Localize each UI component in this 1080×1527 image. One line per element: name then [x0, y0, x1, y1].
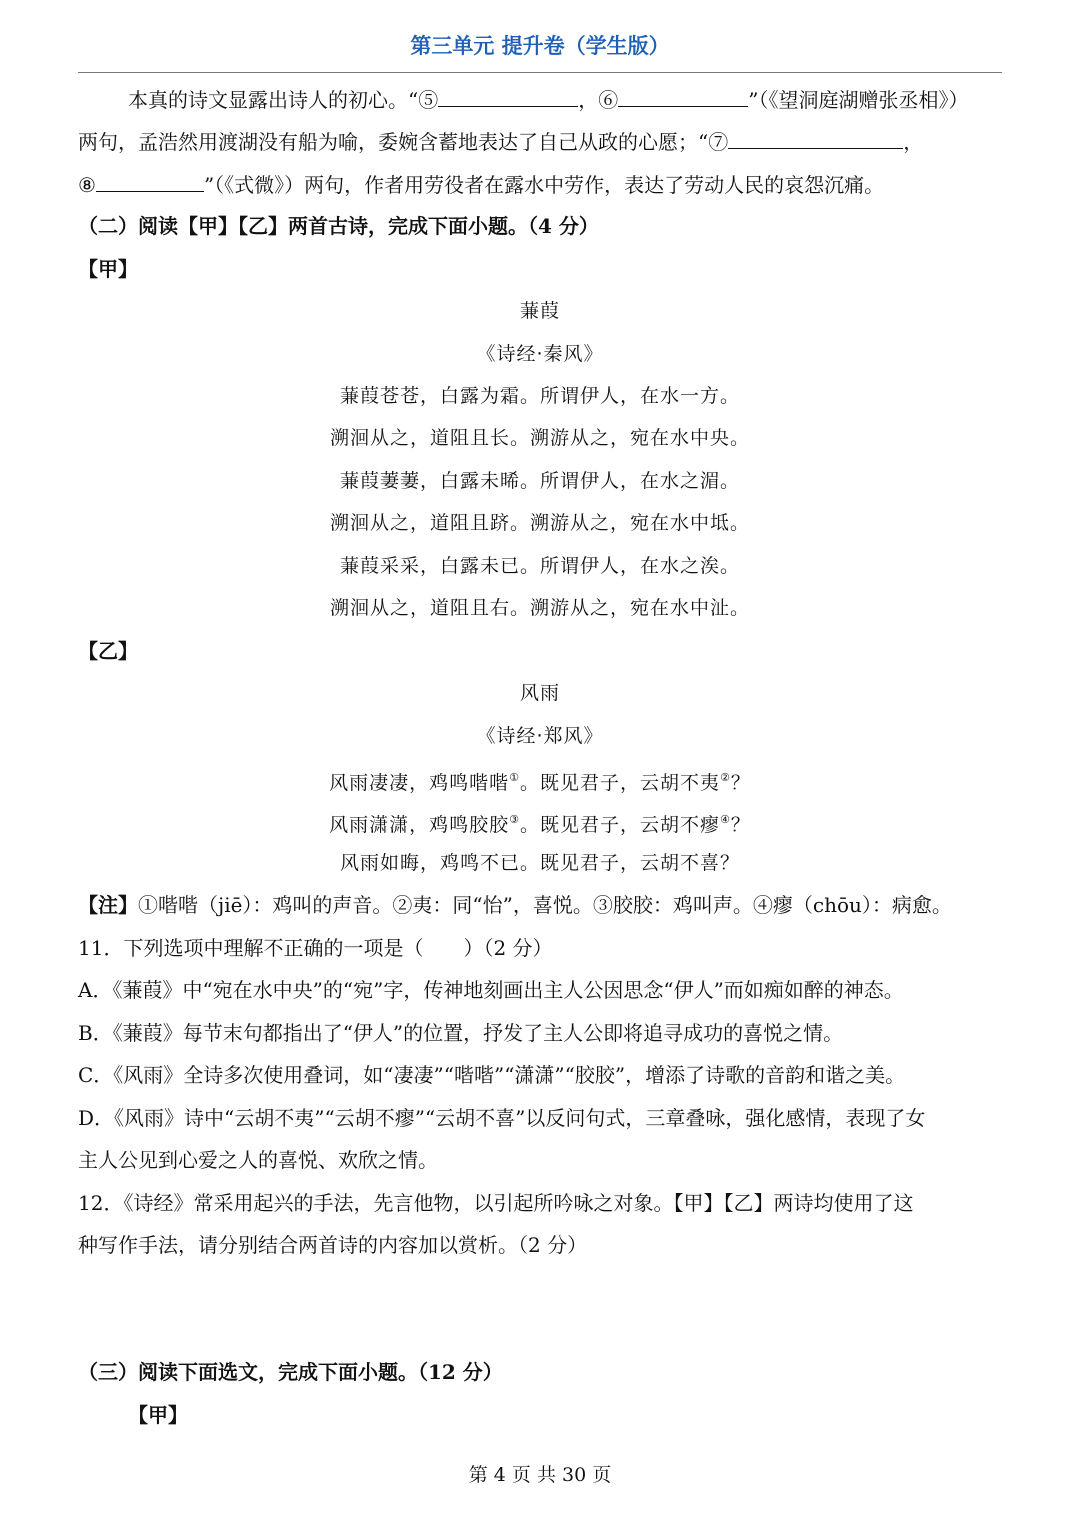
answer-blank-5[interactable]	[438, 86, 578, 107]
poem-text: 风雨潇潇，鸡鸣胶胶	[329, 814, 510, 836]
question-12-line: 种写作手法，请分别结合两首诗的内容加以赏析。（2 分）	[78, 1233, 588, 1257]
fill-text: ，	[903, 130, 924, 154]
question-11-option-d-cont[interactable]: 主人公见到心爱之人的喜悦、欢欣之情。	[78, 1148, 438, 1172]
poem-yi-line	[0, 765, 1080, 796]
question-11-option-d[interactable]: D．《风雨》诗中“云胡不夷”“云胡不瘳”“云胡不喜”以反问句式，三章叠咏，强化感情，表现了女	[78, 1106, 926, 1130]
fill-text: ”（《式微》）两句，作者用劳役者在露水中劳作，表达了劳动人民的哀怨沉痛。	[203, 173, 885, 197]
poem-yi-tag: 【乙】	[78, 639, 138, 663]
fill-text: 两句，孟浩然用渡湖没有船为喻，委婉含蓄地表达了自己从政的心愿；“⑦	[78, 130, 729, 154]
annotation-label: 【注】	[78, 893, 138, 917]
poem-jia-source: 《诗经·秦风》	[476, 343, 604, 365]
note-marker: ④	[720, 813, 731, 826]
fill-text: ，⑥	[578, 88, 619, 112]
poem-yi-title: 风雨	[519, 682, 560, 704]
fill-text: ”（《望洞庭湖赠张丞相》）	[748, 88, 969, 112]
note-marker: ①	[509, 771, 520, 784]
poem-jia-line: 蒹葭苍苍，白露为霜。所谓伊人，在水一方。	[339, 385, 740, 407]
page-header-title: 第三单元 提升卷（学生版）	[410, 33, 670, 58]
answer-blank-7[interactable]	[728, 128, 903, 149]
annotation	[78, 892, 952, 918]
section-2-heading: （二）阅读【甲】【乙】两首古诗，完成下面小题。（4 分）	[78, 214, 599, 238]
question-11-option-b[interactable]: B．《蒹葭》每节末句都指出了“伊人”的位置，抒发了主人公即将追寻成功的喜悦之情。	[78, 1021, 844, 1045]
poem-jia-title: 蒹葭	[519, 300, 560, 322]
poem-text: ？	[730, 814, 751, 836]
question-12-line: 12．《诗经》常采用起兴的手法，先言他物，以引起所吟咏之对象。【甲】【乙】两诗均使用了这	[78, 1191, 914, 1215]
question-11-stem: 11．下列选项中理解不正确的一项是（ ）（2 分）	[78, 936, 553, 960]
poem-jia-line: 溯洄从之，道阻且长。溯游从之，宛在水中央。	[329, 427, 750, 449]
fill-text: ⑧	[78, 173, 96, 197]
poem-jia-line: 蒹葭萋萋，白露未晞。所谓伊人，在水之湄。	[339, 470, 740, 492]
poem-text: 。既见君子，云胡不夷	[519, 772, 720, 794]
note-marker: ③	[509, 813, 520, 826]
page-footer: 第 4 页 共 30 页	[468, 1464, 612, 1486]
poem-yi-line: 风雨如晦，鸡鸣不已。既见君子，云胡不喜？	[339, 852, 740, 874]
poem-text: ？	[730, 772, 751, 794]
fill-in-line-3	[78, 171, 884, 198]
note-marker: ②	[720, 771, 731, 784]
answer-blank-8[interactable]	[96, 171, 204, 192]
poem-jia-line: 蒹葭采采，白露未已。所谓伊人，在水之涘。	[339, 555, 740, 577]
poem-jia-line: 溯洄从之，道阻且右。溯游从之，宛在水中沚。	[329, 597, 750, 619]
annotation-text: ①喈喈（jiē）：鸡叫的声音。②夷：同“怡”，喜悦。③胶胶：鸡叫声。④瘳（chōu）：病愈。	[138, 893, 952, 917]
question-11-option-c[interactable]: C．《风雨》全诗多次使用叠词，如“凄凄”“喈喈”“潇潇”“胶胶”，增添了诗歌的音韵和谐之美。	[78, 1063, 906, 1087]
poem-jia-line: 溯洄从之，道阻且跻。溯游从之，宛在水中坻。	[329, 512, 750, 534]
question-11-option-a[interactable]: A．《蒹葭》中“宛在水中央”的“宛”字，传神地刻画出主人公因思念“伊人”而如痴如醉的神态。	[78, 978, 904, 1002]
section-3-heading: （三）阅读下面选文，完成下面小题。（12 分）	[78, 1360, 503, 1384]
poem-text: 风雨凄凄，鸡鸣喈喈	[329, 772, 510, 794]
header-divider	[78, 72, 1002, 73]
poem-yi-line	[0, 807, 1080, 838]
section-3-tag: 【甲】	[128, 1403, 188, 1427]
fill-in-line-2	[78, 128, 923, 155]
poem-jia-tag: 【甲】	[78, 257, 138, 281]
poem-text: 。既见君子，云胡不瘳	[519, 814, 720, 836]
answer-blank-6[interactable]	[618, 86, 748, 107]
fill-text: 本真的诗文显露出诗人的初心。“⑤	[128, 88, 439, 112]
fill-in-line-1	[128, 86, 968, 113]
poem-yi-source: 《诗经·郑风》	[476, 725, 604, 747]
